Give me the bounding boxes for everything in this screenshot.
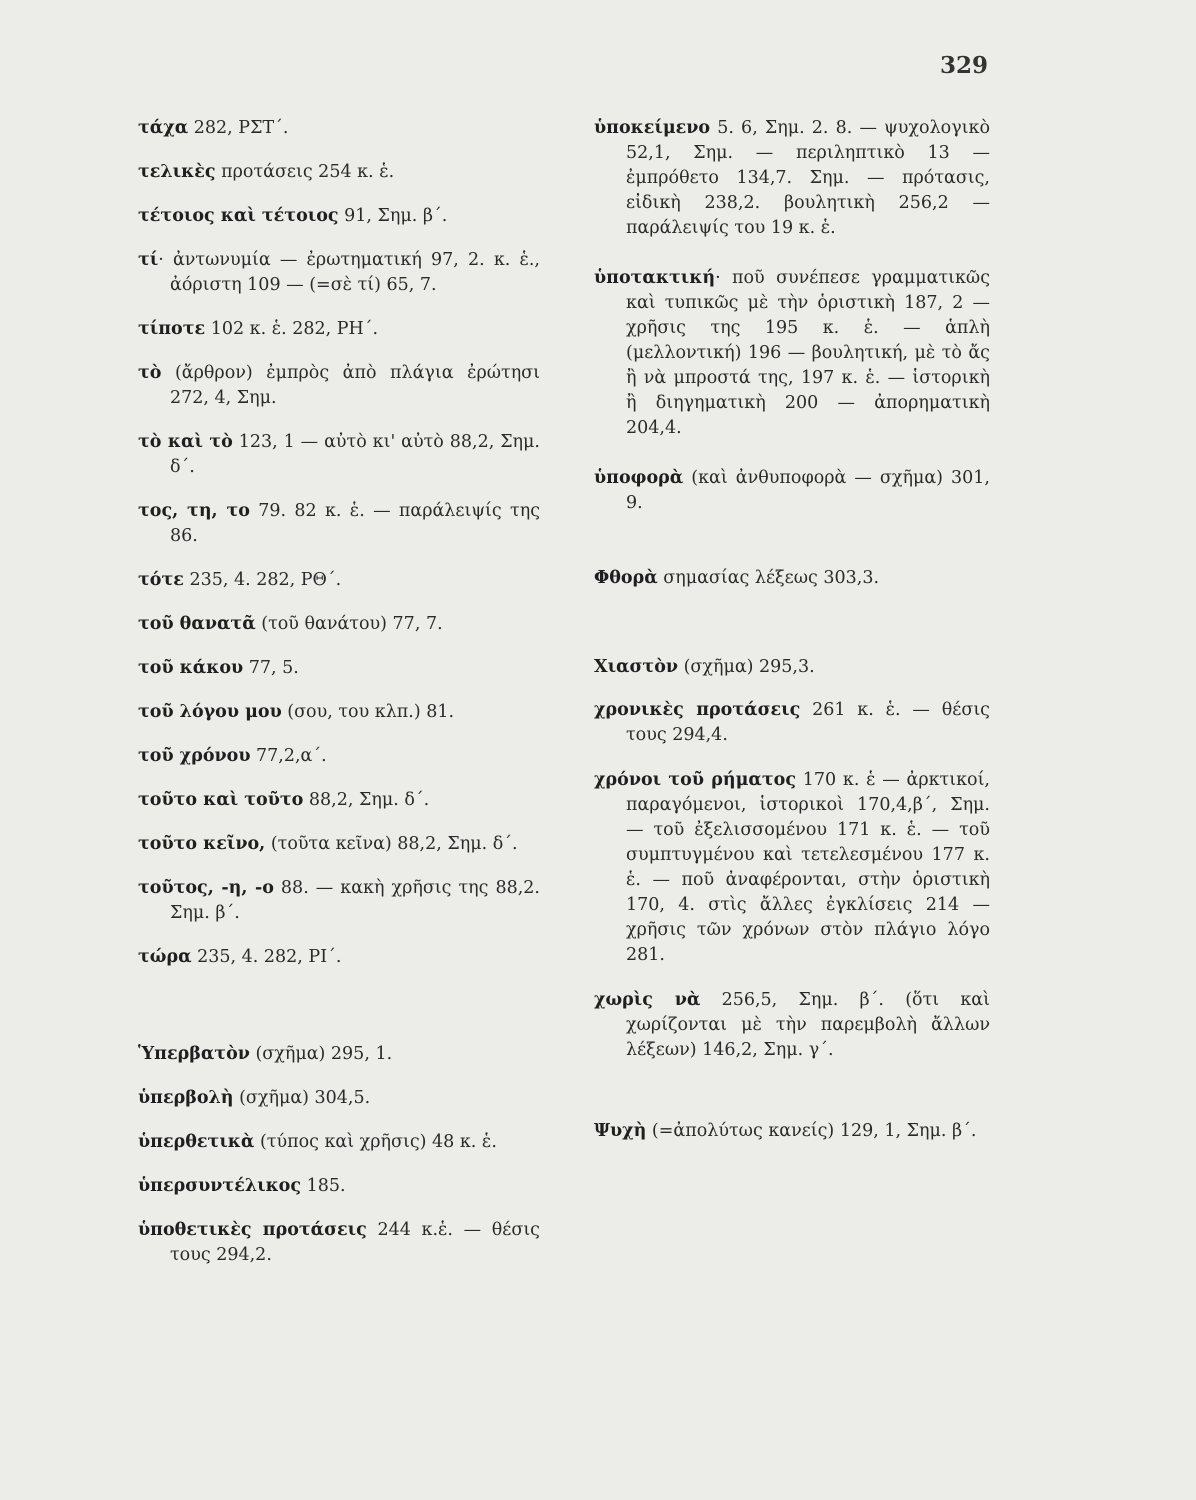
entry-headword: τοῦ λόγου μου [138,702,282,722]
index-entry [138,1174,540,1199]
entry-headword: Φθορὰ [594,568,658,588]
entry-headword: τοῦτο καὶ τοῦτο [138,790,304,810]
entry-headword: τοῦ κάκου [138,658,244,678]
index-entry [138,361,540,411]
entry-references: (τοῦτα κεῖνα) 88,2, Σημ. δ΄. [265,834,518,854]
entry-headword: τος, τη, το [138,501,250,521]
entry-references: 123, 1 — αὐτὸ κι' αὐτὸ 88,2, Σημ. δ΄. [170,432,540,477]
entry-headword: Ψυχὴ [594,1121,647,1141]
entry-references: (σχῆμα) 295,3. [678,657,815,677]
index-entry [138,248,540,298]
index-entry [138,945,540,970]
entry-headword: τὸ καὶ τὸ [138,432,233,452]
entry-headword: ὑποτακτική [594,268,716,288]
entry-headword: τοῦτο κεῖνο, [138,834,266,854]
entry-headword: ὑπερθετικὰ [138,1132,255,1152]
entry-headword: τάχα [138,118,189,138]
index-entry [138,568,540,593]
entry-references: (=ἀπολύτως κανείς) 129, 1, Σημ. β΄. [646,1121,977,1141]
entry-references: · ποῦ συνέπεσε γραμματικῶς καὶ τυπικῶς μὲ τὴν ὁριστικὴ 187, 2 — χρῆσις της 195 κ. ἑ. — ἁπλὴ (μελλοντική) 196 — βουλητική, μὲ τὸ ἄς ἢ νὰ μπροστά της, 197 κ. ἑ. — ἱστορικὴ ἢ διηγηματικὴ 200 — ἀπορηματικὴ 204,4. [626,268,990,438]
entry-headword: χωρὶς νὰ [594,990,701,1010]
entry-headword: τί [138,250,159,270]
entry-references: 88,2, Σημ. δ΄. [303,790,430,810]
entry-references: 5. 6, Σημ. 2. 8. — ψυχολογικὸ 52,1, Σημ. — περιληπτικὸ 13 — ἐμπρόθετο 134,7. Σημ. — πρότασις, εἰδικὴ 238,2. βουλητικὴ 256,2 — παράλειψίς του 19 κ. ἑ. [626,118,990,238]
entry-headword: τίποτε [138,319,206,339]
entry-references: 235, 4. 282, ΡΙ΄. [191,947,342,967]
entry-headword: τελικὲς [138,162,216,182]
entry-references: (σου, του κλπ.) 81. [281,702,455,722]
entry-references: προτάσεις 254 κ. ἑ. [215,162,395,182]
entry-references: 77, 5. [243,658,299,678]
index-entry [594,768,990,968]
index-entry [138,204,540,229]
entry-headword: χρόνοι τοῦ ρήματος [594,770,796,790]
entry-headword: ὑποθετικὲς προτάσεις [138,1220,367,1240]
index-entry [594,988,990,1063]
page-number: 329 [939,52,988,79]
index-entry [594,116,990,241]
index-entry [138,612,540,637]
index-entry [138,1218,540,1268]
entry-references: (τοῦ θανάτου) 77, 7. [255,614,443,634]
index-entry [138,116,540,141]
entry-headword: Χιαστὸν [594,657,679,677]
entry-headword: ὑποκείμενο [594,118,711,138]
index-entry [138,788,540,813]
entry-headword: ὑποφορὰ [594,468,684,488]
entry-references: 244 κ.ἑ. — θέσις τους 294,2. [170,1220,540,1265]
index-entry [138,499,540,549]
entry-headword: χρονικὲς προτάσεις [594,700,801,720]
entry-references: 77,2,α΄. [250,746,327,766]
index-entry [138,1042,540,1067]
entry-references: 235, 4. 282, ΡΘ΄. [183,570,342,590]
entry-references: (σχῆμα) 304,5. [233,1088,371,1108]
entry-references: 282, ΡΣΤ΄. [188,118,289,138]
entry-references: 185. [301,1176,346,1196]
entry-references: (καὶ ἀνθυποφορὰ — σχῆμα) 301, 9. [626,468,990,513]
entry-headword: τὸ [138,363,162,383]
index-entry [594,566,990,591]
index-entry [138,700,540,725]
entry-references: (σχῆμα) 295, 1. [249,1044,393,1064]
entry-headword: τότε [138,570,184,590]
entry-references: 88. — κακὴ χρῆσις της 88,2. Σημ. β΄. [170,878,540,923]
index-entry [138,1086,540,1111]
index-column-left [138,116,540,1268]
index-column-right [594,116,990,1144]
index-entry [594,466,990,516]
entry-headword: τοῦ θανατᾶ [138,614,256,634]
index-entry [138,430,540,480]
entry-headword: ὑπερβολὴ [138,1088,234,1108]
index-entry [138,317,540,342]
index-entry [594,698,990,748]
index-entry [138,656,540,681]
index-entry [138,744,540,769]
entry-headword: τέτοιος καὶ τέτοιος [138,206,339,226]
entry-references: 79. 82 κ. ἑ. — παράλειψίς της 86. [170,501,541,546]
entry-references: · ἀντωνυμία — ἐρωτηματική 97, 2. κ. ἑ., ἀόριστη 109 — (=σὲ τί) 65, 7. [158,250,540,295]
entry-references: 261 κ. ἑ. — θέσις τους 294,4. [626,700,990,745]
index-entry [138,1130,540,1155]
index-entry [594,1119,990,1144]
index-entry [138,832,540,857]
entry-headword: τοῦτος, -η, -ο [138,878,274,898]
entry-references: (τύπος καὶ χρῆσις) 48 κ. ἑ. [254,1132,497,1152]
entry-references: 102 κ. ἑ. 282, ΡΗ΄. [205,319,379,339]
index-entry [594,655,990,680]
entry-references: σημασίας λέξεως 303,3. [657,568,880,588]
entry-headword: Ὑπερβατὸν [138,1044,250,1064]
index-entry [138,160,540,185]
entry-references: 256,5, Σημ. β΄. (ὅτι καὶ χωρίζονται μὲ τὴν παρεμβολὴ ἄλλων λέξεων) 146,2, Σημ. γ΄. [626,990,990,1060]
entry-references: 91, Σημ. β΄. [338,206,448,226]
entry-headword: τοῦ χρόνου [138,746,251,766]
entry-headword: τώρα [138,947,192,967]
index-entry [138,876,540,926]
entry-headword: ὑπερσυντέλικος [138,1176,302,1196]
entry-references: (ἄρθρον) ἐμπρὸς ἀπὸ πλάγια ἐρώτησι 272, 4, Σημ. [161,363,540,408]
index-entry [594,266,990,441]
entry-references: 170 κ. ἑ — ἀρκτικοί, παραγόμενοι, ἱστορικοὶ 170,4,β΄, Σημ. — τοῦ ἐξελισσομένου 171 κ. ἑ. — τοῦ συμπτυγμένου καὶ τετελεσμένου 177 κ. ἑ. — ποῦ ἀναφέρονται, στὴν ὁριστικὴ 170, 4. στὶς ἄλλες ἐγκλίσεις 214 — χρῆσις τῶν χρόνων στὸν πλάγιο λόγο 281. [626,770,990,965]
